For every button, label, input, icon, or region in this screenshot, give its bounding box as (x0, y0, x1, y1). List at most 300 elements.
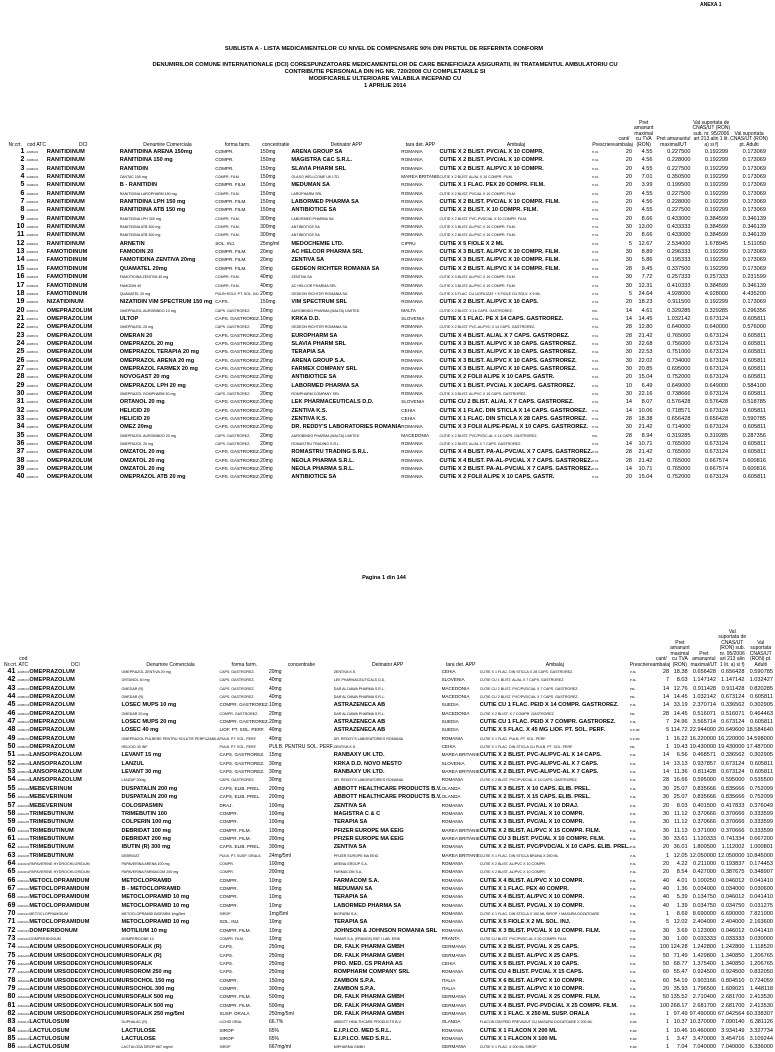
cell-nr: 70 (7, 909, 16, 917)
cell-det: LABORMED PHARMA SA (291, 382, 359, 389)
cell-val2: 18.584640 (746, 727, 773, 734)
cell-ff: COMPR. (219, 810, 238, 816)
cell-den: METOCLOPRAMID 10 mg (121, 894, 190, 901)
cell-pi: P-6L (629, 945, 637, 950)
cell-det: ANTIBIOTICE SA (291, 474, 337, 481)
cell-den: OMEPRAZOL ARENA 20 mg (119, 357, 195, 364)
cell-ff: COMPR. (215, 157, 234, 163)
cell-pmax: 8.94 (641, 432, 653, 439)
cell-ff: CAPS. GASTROREZ. (215, 433, 251, 438)
cell-den: OMZATOL 20 mg (119, 457, 165, 464)
cell-conc: 20mg (260, 265, 273, 272)
cell-amb: CUTIE X 2 BLIST. PVC/AL X 25 CAPS. (479, 944, 579, 951)
cell-pmax: 8.66 (641, 232, 653, 239)
cell-conc: 20mg (260, 382, 273, 389)
cell-pum: 1.796500 (692, 986, 717, 993)
cell-val2: 0.173069 (742, 157, 766, 164)
cell-tara: ROMANIA (441, 969, 464, 975)
cell-val2: 0.348907 (749, 869, 773, 876)
cell-nr: 22 (16, 323, 25, 331)
cell-pum: 0.257333 (667, 274, 691, 281)
cell-pmax: 8.54 (676, 869, 688, 876)
cell-atc: A02BA02 (26, 150, 39, 154)
cell-pum: 3.565714 (692, 719, 717, 726)
cell-ff: CAPS. (215, 299, 229, 305)
cell-dci: RANITIDINUM (46, 232, 85, 239)
table-row (4, 802, 775, 810)
column-header-pum: Pret amanuntul maximal/UT (690, 650, 718, 668)
cell-pi: P-6L (592, 208, 599, 213)
cell-pi: P-6L (592, 216, 599, 221)
cell-pum: 0.576428 (667, 399, 691, 406)
cell-det: MIPHARMA GMBH (333, 1045, 365, 1050)
cell-pmax: 7.72 (641, 274, 653, 281)
cell-atc: A02BC01 (26, 375, 39, 380)
cell-val2: 1.118520 (750, 944, 773, 951)
cell-den: URSOFALK (R) (121, 952, 162, 959)
cell-conc: 200mg (268, 835, 285, 842)
cell-nr: 56 (7, 793, 16, 801)
cell-nr: 63 (7, 851, 16, 859)
cell-dci: NIZATIDINUM (46, 299, 84, 306)
table-row (4, 1002, 775, 1010)
cell-dci: LACTULOSUM (29, 1027, 70, 1034)
cell-pi: P-6L (629, 820, 637, 825)
cell-tara: SLOVENIA (401, 399, 425, 405)
cell-pi: P-6L (629, 770, 637, 775)
cell-pmax: 16.66 (673, 777, 688, 784)
cell-val1: 1.340850 (721, 952, 745, 959)
cell-conc: 24mg/5ml (268, 852, 291, 859)
cell-nr: 8 (20, 206, 25, 214)
cell-den: LANZUL (121, 760, 144, 767)
cell-den: COLPERIN 100 mg (121, 819, 172, 826)
cell-nr: 13 (16, 248, 25, 256)
cell-tara: SUEDIA (441, 727, 459, 733)
cell-pmax: 18.38 (638, 416, 653, 422)
cell-amb: CUTIE CU 1 BLIST. AL/AL X 7 CAPS. GASTROREZ. (479, 678, 565, 683)
cell-den: HELICID 20 (119, 407, 150, 414)
cell-pum: 10.370000 (689, 1019, 717, 1026)
cell-pum: 0.034750 (692, 902, 717, 909)
cell-val2: 0.173069 (742, 257, 766, 264)
cell-amb: CUTIE X 1 FLAC. X 200 ML SIROP (479, 1045, 537, 1050)
annex-label: ANEXA 1 (700, 2, 722, 8)
cell-nr: 81 (7, 1001, 16, 1009)
cell-pi: P-6L (629, 870, 637, 875)
table-row (4, 223, 768, 231)
cell-den: OMEPRAZOL TERAPIA 20 mg (119, 349, 200, 356)
cell-pi: P-6L (592, 467, 599, 472)
cell-det: ZENTIVA K.S. (291, 416, 328, 422)
cell-pmax: 11.13 (674, 827, 688, 834)
cell-ff: CAPS. GASTROREZ. (215, 374, 261, 380)
cell-pum: 0.296333 (667, 249, 691, 256)
cell-tara: GERMANIA (441, 1044, 467, 1050)
cell-pum: 10.460000 (689, 1027, 717, 1034)
cell-conc: 250mg (268, 952, 285, 959)
cell-pmax: 22.68 (638, 340, 653, 347)
cell-pi: P-6L (629, 1012, 637, 1017)
cell-atc: A03FA03 (17, 928, 29, 933)
cell-amb: CUTIE X 2 BLIST. AL/AL X 7 CAPS. GASTROREZ. (439, 442, 522, 447)
cell-pi: P-6L (592, 166, 599, 171)
cell-det: ANTIBIOTICE SA (291, 225, 320, 230)
cell-dci: ACIDUM URSODEOXYCHOLICUM (29, 986, 122, 993)
cell-pi: P-6L (629, 795, 637, 800)
cell-pi: P-6L (629, 987, 637, 992)
cell-pi: P-6L (592, 300, 599, 305)
cell-pum: 0.714000 (667, 424, 691, 431)
cell-ff: COMPR. FILM. (215, 233, 240, 238)
cell-tara: ROMANIA (401, 332, 423, 338)
cell-tara: ROMANIA (401, 382, 423, 388)
cell-conc: 20mg (268, 669, 282, 675)
cell-det: E.I.P.I.CO. MED S.R.L. (333, 1036, 392, 1043)
cell-atc: A02BC01 (26, 458, 39, 463)
cell-cant: 28 (625, 432, 632, 439)
cell-nr: 3 (20, 164, 25, 172)
cell-pmax: 8.07 (641, 399, 653, 406)
cell-pi: P-6L (629, 970, 637, 975)
cell-den: PAPAVERINA FARMACOM 200 mg (121, 870, 179, 875)
cell-pmax: 21.42 (638, 332, 653, 339)
cell-den: ORTANOL 40 mg (121, 678, 150, 683)
cell-val2: 1.032427 (749, 677, 773, 684)
cell-cant: 20 (625, 149, 632, 155)
cell-val2: 0.296356 (742, 307, 766, 314)
cell-atc: A02BC01 (26, 366, 39, 371)
cell-nr: 53 (7, 768, 16, 776)
cell-val1: 0.329285 (704, 307, 729, 314)
cell-amb: CUTIE X 1 FLAC. DIN STICLA X 28 CAPS. GASTROREZ. (439, 416, 587, 422)
cell-val2: 0.600816 (742, 466, 766, 473)
cell-val1: 6.690000 (721, 910, 745, 917)
cell-ff: SIROP (219, 1036, 234, 1042)
cell-amb: CUTIE X 5 FIOLE X 2 ML SOL. INJ. (479, 919, 571, 926)
cell-ff: CAPS. GASTROREZ. (219, 769, 265, 775)
cell-amb: CUTIE X 2 BLIST. PVC/AL X 10 DRAJ. (479, 802, 579, 809)
cell-den: ZANTAC 150 mg (119, 175, 147, 180)
cell-cant: 14 (662, 760, 670, 767)
cell-pum: 0.595000 (692, 777, 717, 784)
cell-det: PFIZER EUROPE MA EEIG (333, 835, 404, 842)
cell-det: ROMASTRU TRADING S.R.L. (291, 449, 369, 456)
cell-val1: 0.384599 (704, 215, 729, 222)
cell-conc: 250mg/5ml (268, 1011, 294, 1018)
cell-pi: P-6L (592, 158, 599, 163)
table-row (4, 248, 768, 256)
cell-pi: S-P-RF (629, 728, 640, 733)
cell-pum: 1.032142 (692, 694, 717, 701)
cell-atc: A03AA05 (17, 845, 30, 850)
cell-den: LANZAP 30mg (121, 778, 146, 783)
cell-val2: 6.381126 (750, 1019, 773, 1026)
cell-pi: P-6L (629, 962, 637, 967)
cell-den: TRIMEBUTIN 100 (121, 810, 167, 817)
cell-amb: CUTIE CU 1 FLAC. PEID X 7 COMPR. GASTROREZ. (479, 719, 616, 726)
cell-den: DEBRIDAT 100 mg (121, 827, 171, 834)
cell-val2: 4.435200 (742, 290, 766, 297)
cell-val1: 0.673124 (704, 357, 729, 364)
cell-conc: 20mg (260, 324, 273, 331)
cell-conc: 15mg (268, 752, 282, 759)
cell-ff: CAPS. GASTROREZ. (215, 449, 261, 455)
cell-dci: FAMOTIDINUM (46, 249, 88, 256)
cell-cant: 1 (666, 735, 670, 742)
cell-amb: CUTIE X 3 BLIST. AL/PVC X 10 COMPR. FILM. (439, 283, 516, 288)
cell-tara: ROMANIA (441, 885, 464, 891)
cell-ff: CAPS. GASTROREZ. (215, 416, 261, 421)
cell-pmax: 4.22 (676, 860, 688, 867)
cell-pmax: 12.76 (673, 685, 688, 692)
cell-det: PFIZER EUROPE MA EEIG (333, 853, 379, 858)
cell-pi: P-6L (592, 241, 599, 246)
cell-ff: COMPR. GASTROREZ. (219, 702, 269, 708)
cell-atc: A02BA02 (26, 241, 39, 246)
cell-ff: COMPR. FILM. (215, 182, 247, 188)
cell-pum: 0.123000 (692, 927, 717, 934)
cell-atc: A02BC01 (17, 736, 30, 741)
cell-val2: 2.413530 (749, 1002, 773, 1009)
cell-den: METOCLOPRAMID 10 mg (121, 902, 190, 909)
cell-conc: 30mg (268, 769, 282, 776)
cell-det: E.I.P.I.CO. MED S.R.L. (333, 1027, 392, 1034)
cell-val2: 0.605811 (743, 357, 766, 364)
subtitle-date: 1 APRILIE 2014 (364, 83, 406, 89)
cell-cant: 20 (662, 869, 670, 876)
cell-pi: P-6L (592, 333, 599, 338)
cell-den: HELICID 40 INF (121, 745, 148, 750)
cell-pmax: 4.55 (641, 207, 653, 214)
cell-cant: 30 (625, 257, 632, 264)
cell-cant: 14 (625, 466, 632, 473)
cell-val2: 0.605811 (743, 390, 766, 397)
table-row (4, 457, 768, 465)
cell-conc: 20mg (260, 390, 273, 397)
cell-amb: CUTIE X 2 BLIST. X 15 CAPS. ELIB. PREL. (479, 794, 591, 801)
cell-amb: CUTIE X 1 FLAC. DIN STICLA X 28 CAPS. GASTROREZ. (479, 670, 574, 674)
cell-conc: 20mg (260, 332, 273, 339)
column-header-ff: forma farm. (231, 661, 257, 668)
cell-pi: P-6L (592, 475, 599, 480)
cell-atc: A02BC03 (17, 761, 30, 766)
cell-ff: COMPR. (219, 902, 238, 908)
cell-pum: 19.430000 (689, 744, 717, 751)
cell-cant: 60 (662, 977, 670, 984)
cell-pi: P-6L (592, 383, 599, 388)
column-header-pi: Prescriere (592, 141, 616, 148)
cell-amb: CUTIE X 1 FLAC. PE X 14 CAPS. GASTROREZ. (439, 315, 564, 322)
table-row (4, 307, 768, 315)
column-header-det: Detinator APP (330, 141, 363, 148)
cell-dci: RANITIDINUM (46, 190, 85, 197)
table-row (4, 952, 775, 960)
cell-det: DR. FALK PHARMA GMBH (333, 1011, 405, 1018)
table-row (4, 751, 775, 759)
cell-pi: P-6L (629, 753, 637, 758)
column-header-cant: cant/ ambalaj (615, 136, 633, 148)
cell-pi: P6L (629, 711, 636, 716)
cell-pi: P-6L (592, 191, 599, 196)
cell-pum: 2.404000 (692, 919, 717, 926)
cell-cant: 30 (662, 927, 670, 934)
cell-nr: 15 (16, 264, 25, 272)
cell-nr: 14 (16, 256, 25, 264)
cell-ff: SIROP (219, 911, 231, 916)
cell-conc: 250mg (268, 944, 285, 951)
column-header-det: Detinator APP (371, 661, 404, 668)
table-row (4, 215, 768, 223)
table-row (4, 190, 768, 198)
cell-den: RANITIDIN (119, 165, 149, 172)
table-row (4, 910, 775, 918)
cell-conc: 150mg (260, 182, 276, 189)
cell-amb: CUTIE X 5 FLAC. X 45 MG LIOF. PT. SOL. PERF. (479, 727, 606, 734)
cell-cant: 14 (662, 752, 670, 759)
cell-pum: 0.433333 (667, 224, 691, 231)
cell-dci: LANSOPRAZOLUM (29, 760, 82, 767)
cell-det: DAR AL DAWA PHARMA S.R.L. (333, 695, 385, 700)
cell-pum: 0.228000 (667, 157, 691, 164)
cell-pum: 0.752000 (667, 374, 691, 381)
cell-conc: 150mg (260, 190, 276, 197)
cell-cant: 14 (662, 702, 670, 709)
cell-pmax: 1.00 (676, 936, 688, 942)
cell-pi: P-6L (629, 920, 637, 925)
cell-tara: ROMANIA (441, 869, 464, 875)
cell-val1: 0.835666 (721, 785, 745, 792)
cell-tara: ROMANIA (441, 735, 464, 741)
cell-amb: CUTIE X 2 BLIST. PVC-AL/PVC-AL X 7 CAPS. (479, 769, 599, 776)
cell-val1: 0.370666 (721, 819, 745, 826)
cell-val2: 0.173069 (742, 299, 766, 306)
cell-det: ZENTIVA SA (333, 844, 367, 851)
cell-val1: 0.667574 (704, 457, 729, 464)
cell-den: QUAMATEL 20mg (119, 265, 168, 272)
cell-pi: P-6L (592, 150, 599, 154)
cell-den: DOMPERIDONE 10 (121, 937, 154, 941)
cell-atc: A02BA03 (26, 291, 39, 296)
cell-conc: 10mg (268, 877, 282, 884)
table-row (4, 382, 768, 390)
cell-det: VIM SPECTRUM SRL (291, 299, 348, 306)
cell-val2: 0.605811 (750, 769, 773, 776)
cell-cant: 1 (666, 1019, 670, 1026)
cell-det: ZAMBON S.P.A. (333, 986, 376, 993)
cell-dci: OMEPRAZOLUM (46, 416, 93, 422)
cell-conc: 10mg (268, 902, 282, 909)
table-row (4, 676, 775, 684)
cell-cant: 30 (625, 282, 632, 289)
cell-pum: 1.242800 (692, 944, 717, 951)
cell-tara: FRANTA (441, 936, 460, 941)
cell-den: URSOFALK 250 mg/5ml (121, 1011, 185, 1018)
cell-amb: CUTIE X 2 BLIST. AL/PVC X 10 COMPR. (479, 986, 585, 993)
cell-den: OMZATOL 20 mg (119, 466, 165, 473)
cell-pi: P-RF (629, 1028, 637, 1033)
table-row (4, 943, 775, 951)
cell-det: LABORMED PHARMA SA (291, 199, 359, 206)
cell-tara: CEHIA (441, 744, 456, 750)
cell-val2: 1.511050 (743, 240, 766, 247)
cell-det: LEK PHARMACEUTICALS D.D. (291, 399, 374, 406)
cell-nr: 33 (16, 415, 25, 422)
cell-det: JOHNSON & JOHNSON ROMANIA SRL (333, 927, 438, 934)
cell-val1: 1.340850 (721, 961, 745, 968)
cell-pi: P-6L (592, 283, 599, 288)
column-header-dci: DCI (78, 141, 88, 148)
cell-det: DR. FALK PHARMA GMBH (333, 994, 405, 1001)
cell-det: DR. REDDY'S LABORATORIES ROMANIA (333, 778, 403, 783)
cell-den: RANITIDINA 150 mg (119, 157, 173, 164)
cell-det: ASTRAZENECA AB (333, 719, 386, 726)
cell-atc: A03FA01 (17, 920, 29, 925)
cell-val1: 0.924500 (721, 969, 745, 976)
cell-dci: ACIDUM URSODEOXYCHOLICUM (29, 969, 122, 976)
cell-val1: 0.673124 (704, 332, 729, 339)
cell-amb: CUTIE CU 2 BLIST. PVC/PVDC/AL X 7 CAPS. GASTROREZ. (479, 686, 579, 691)
cell-amb: CUTIE X 1 FLAC. PULB. PT. SOL. PERF. (479, 736, 547, 741)
cell-cant: 5 (628, 240, 632, 247)
cell-tara: ROMANIA (401, 390, 423, 396)
cell-dci: RANITIDINUM (46, 215, 85, 222)
cell-amb: CUTIE X 2 BLIST. AL/AL X 10 COMPR. FILM. (439, 175, 513, 180)
cell-den: RANITIDINA ARENA 150mg (119, 149, 193, 155)
cell-den: RANITIDINA ATB 300 mg (119, 225, 161, 230)
cell-tara: ROMANIA (401, 449, 423, 455)
cell-ff: COMPR. (219, 870, 234, 875)
cell-atc: A02BC01 (26, 333, 39, 338)
cell-det: SLAVIA PHARM SRL (291, 340, 347, 347)
cell-pmax: 5.39 (676, 894, 688, 901)
cell-conc: 20mg (260, 441, 273, 448)
cell-pum: 97.490000 (689, 1011, 717, 1018)
cell-amb: CUTIE CU 4 BLIST. PVC/AL X 15 CAPS. (479, 969, 584, 976)
cell-tara: ROMANIA (401, 190, 423, 196)
cell-dci: TRIMEBUTINUM (29, 827, 74, 834)
cell-dci: METOCLOPRAMIDUM (29, 902, 90, 909)
column-header-pmax: Pret amanunt maximal cu TVA (RON) (670, 639, 690, 668)
cell-nr: 62 (7, 843, 16, 851)
table-row (4, 448, 768, 456)
cell-nr: 5 (20, 181, 25, 189)
cell-amb: CUTIE X 2 BLIST. PA-AL-PVC/AL X 7 CAPS. GASTROREZ. (439, 466, 593, 473)
cell-val2: 0.605811 (743, 441, 766, 448)
cell-pum: 0.718571 (667, 407, 691, 414)
cell-tara: OLANDA (441, 794, 461, 800)
cell-det: RANBAXY UK LTD. (333, 752, 385, 759)
cell-dci: OMEPRAZOLUM (46, 432, 93, 439)
cell-dci: LANSOPRAZOLUM (29, 769, 82, 776)
cell-pi: S-P-RF (629, 736, 640, 741)
cell-pi: P-6L (629, 895, 637, 900)
cell-val1: 0.384599 (704, 224, 729, 231)
cell-val1: 0.673124 (721, 719, 745, 726)
cell-tara: ROMANIA (401, 357, 423, 363)
table-row (4, 423, 768, 431)
cell-dci: OMEPRAZOLUM (46, 424, 93, 431)
cell-val2: 1.000801 (749, 844, 773, 851)
cell-pmax: 9.45 (641, 265, 653, 272)
column-header-val2: Val suportata CNAS/UT (RON) pt. Adulti (749, 639, 772, 668)
cell-ff: CAPS. ELIB. PREL. (219, 844, 261, 850)
cell-pmax: 22.53 (638, 349, 653, 356)
cell-pmax: 11.12 (674, 819, 688, 826)
cell-nr: 46 (7, 709, 16, 717)
cell-amb: CUTIE X 6 BLIST. AL/PVC X 10 COMPR. (479, 977, 585, 984)
cell-pmax: 22.16 (638, 390, 653, 397)
